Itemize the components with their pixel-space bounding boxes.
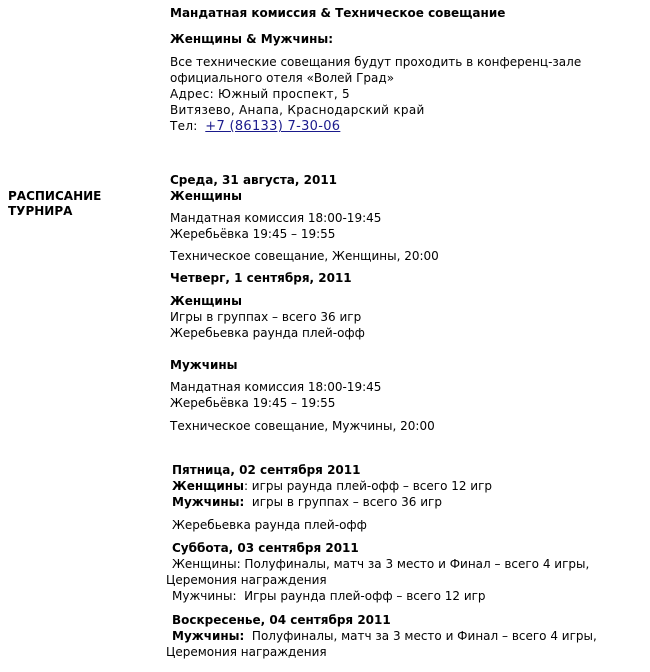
day-heading: Четверг, 1 сентября, 2011 [170, 271, 352, 285]
phone-row [170, 119, 340, 134]
address-line: Адрес: Южный проспект, 5 [170, 87, 350, 101]
address-line: Витязево, Анапа, Краснодарский край [170, 103, 425, 117]
schedule-text: игры в группах – всего 36 игр [244, 495, 442, 509]
schedule-item [172, 479, 492, 494]
phone-link[interactable]: +7 (86133) 7-30-06 [205, 119, 341, 134]
section-title: Мандатная комиссия & Техническое совещание [170, 6, 506, 20]
schedule-item: Мандатная комиссия 18:00-19:45 [170, 211, 382, 225]
phone-label: Тел: [170, 119, 198, 133]
schedule-item: Церемония награждения [166, 573, 327, 587]
group-heading: Мужчины [170, 358, 238, 372]
audience-heading: Женщины & Мужчины: [170, 32, 334, 46]
schedule-item: Женщины: Полуфиналы, матч за 3 место и Финал – всего 4 игры, [172, 557, 590, 571]
schedule-item: Жеребьевка раунда плей-офф [170, 326, 365, 340]
schedule-text: : игры раунда плей-офф – всего 12 игр [243, 479, 493, 493]
schedule-item: Жеребьёвка 19:45 – 19:55 [170, 396, 336, 410]
schedule-item: Жеребьёвка 19:45 – 19:55 [170, 227, 336, 241]
day-heading: Суббота, 03 сентября 2011 [172, 541, 359, 555]
group-heading: Женщины [170, 189, 242, 203]
info-line: Все технические совещания будут проходить в конференц-зале [170, 55, 582, 69]
group-label: Женщины [172, 479, 244, 493]
schedule-item: Мужчины: Игры раунда плей-офф – всего 12 игр [172, 589, 486, 603]
schedule-item: Техническое совещание, Мужчины, 20:00 [170, 419, 435, 433]
schedule-item: Мандатная комиссия 18:00-19:45 [170, 380, 382, 394]
day-heading: Пятница, 02 сентября 2011 [172, 463, 361, 477]
schedule-item: Церемония награждения [166, 645, 327, 659]
schedule-item: Техническое совещание, Женщины, 20:00 [170, 249, 439, 263]
schedule-label: РАСПИСАНИЕ [8, 189, 102, 203]
schedule-text: Полуфиналы, матч за 3 место и Финал – всего 4 игры, [244, 629, 597, 643]
schedule-item: Игры в группах – всего 36 игр [170, 310, 362, 324]
day-heading: Воскресенье, 04 сентября 2011 [172, 613, 391, 627]
group-label: Мужчины: [172, 629, 245, 643]
schedule-item: Жеребьевка раунда плей-офф [172, 518, 367, 532]
schedule-label: ТУРНИРА [8, 204, 73, 218]
schedule-item [172, 495, 442, 510]
group-label: Мужчины: [172, 495, 245, 509]
info-line: официального отеля «Волей Град» [170, 71, 395, 85]
schedule-item [172, 629, 597, 644]
day-heading: Среда, 31 августа, 2011 [170, 173, 338, 187]
group-heading: Женщины [170, 294, 242, 308]
